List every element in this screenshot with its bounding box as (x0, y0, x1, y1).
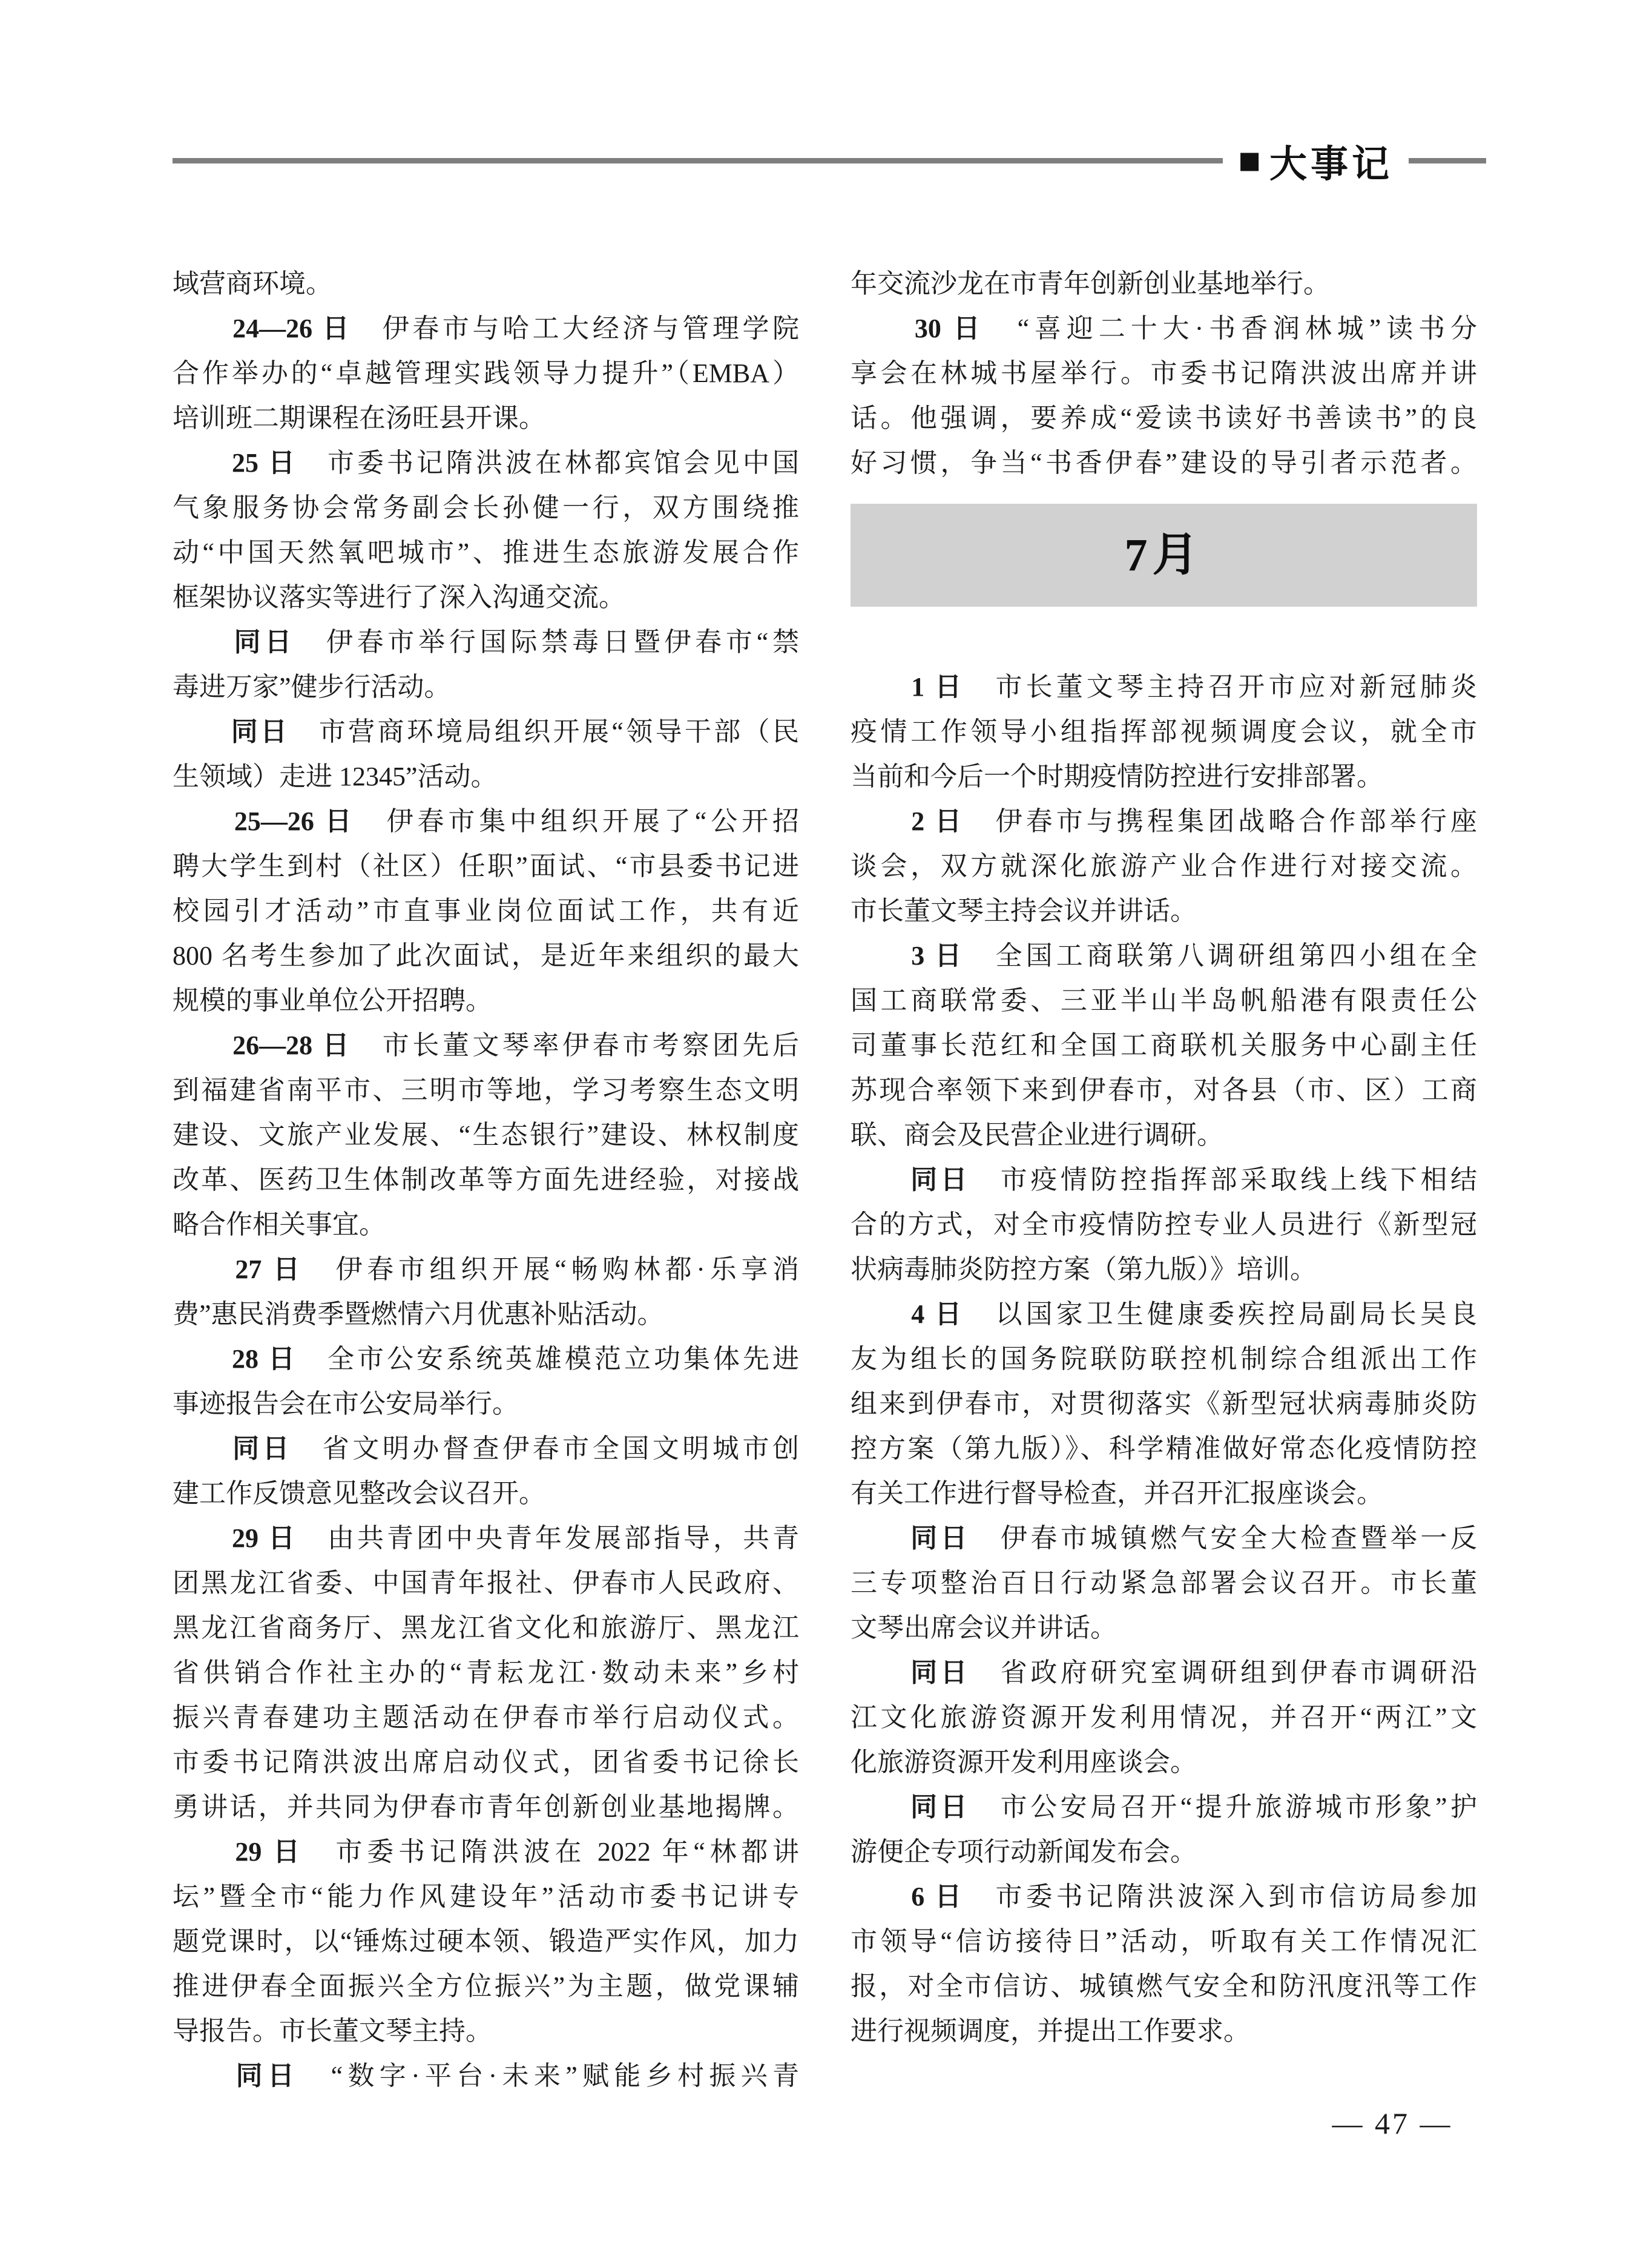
text-line: 事迹报告会在市公安局举行。 (173, 1389, 519, 1419)
text-line: 坛”暨全市“能力作风建设年”活动市委书记讲专 (173, 1882, 799, 1911)
text-line: 同日 省政府研究室调研组到伊春市调研沿 (910, 1658, 1478, 1687)
entry-date: 2 日 (911, 806, 966, 836)
page-header (1239, 134, 1393, 188)
header-rule-right (1409, 158, 1486, 163)
running-head (173, 137, 1486, 184)
text-line: 26—28 日 市长董文琴率伊春市考察团先后 (232, 1030, 800, 1060)
text-line: 苏现合率领下来到伊春市，对各县（市、区）工商 (851, 1075, 1477, 1105)
text-line: 动“中国天然氧吧城市”、推进生态旅游发展合作 (173, 538, 799, 567)
text-line: 改革、医药卫生体制改革等方面先进经验，对接战 (173, 1165, 799, 1195)
july-entries (851, 665, 1477, 2054)
text-line: 振兴青春建功主题活动在伊春市举行启动仪式。 (173, 1703, 799, 1732)
header-title: 大事记 (1269, 143, 1393, 185)
left-column (173, 262, 799, 2099)
text-line: 题党课时，以“锤炼过硬本领、锻造严实作风，加力 (173, 1927, 799, 1956)
text-line: 生领域）走进 12345”活动。 (173, 762, 498, 791)
text-line: 游便企专项行动新闻发布会。 (851, 1837, 1197, 1867)
text-line: 25—26 日 伊春市集中组织开展了“公开招 (234, 806, 800, 836)
entry-date: 同日 (910, 1792, 971, 1822)
entry-date: 25 日 (232, 448, 298, 478)
text-line: 同日 市营商环境局组织开展“领导干部（民 (231, 717, 800, 747)
text-line: 毒进万家”健步行活动。 (173, 672, 451, 702)
text-line: 黑龙江省商务厅、黑龙江省文化和旅游厅、黑龙江 (173, 1613, 799, 1643)
text-line: 有关工作进行督导检查，并召开汇报座谈会。 (851, 1479, 1383, 1508)
entry-date: 同日 (235, 2061, 300, 2091)
text-line: 同日 伊春市城镇燃气安全大检查暨举一反 (910, 1523, 1478, 1553)
text-line: 24—26 日 伊春市与哈工大经济与管理学院 (232, 314, 800, 343)
text-line: 建设、文旅产业发展、“生态银行”建设、林权制度 (173, 1120, 799, 1150)
text-line: 联、商会及民营企业进行调研。 (851, 1120, 1223, 1150)
text-line: 800 名考生参加了此次面试，是近年来组织的最大 (173, 941, 799, 971)
text-line: 合作举办的“卓越管理实践领导力提升”（EMBA） (173, 358, 799, 388)
text-line: 建工作反馈意见整改会议召开。 (173, 1479, 545, 1508)
text-line: 同日 市公安局召开“提升旅游城市形象”护 (910, 1792, 1478, 1822)
text-line: 27 日 伊春市组织开展“畅购林都·乐享消 (235, 1255, 800, 1284)
text-line: 1 日 市长董文琴主持召开市应对新冠肺炎 (911, 672, 1478, 702)
text-line: 框架协议落实等进行了深入沟通交流。 (173, 582, 625, 612)
text-line: 同日 伊春市举行国际禁毒日暨伊春市“禁 (234, 627, 799, 657)
text-line: 省供销合作社主办的“青耘龙江·数动未来”乡村 (173, 1658, 799, 1687)
june-continuation (851, 262, 1477, 486)
entry-date: 27 日 (235, 1255, 304, 1284)
text-line: 气象服务协会常务副会长孙健一行，双方围绕推 (173, 493, 799, 523)
text-line: 当前和今后一个时期疫情防控进行安排部署。 (851, 762, 1383, 791)
month-heading-box (851, 504, 1477, 607)
text-line: 费”惠民消费季暨燃情六月优惠补贴活动。 (173, 1299, 664, 1329)
text-line: 友为组长的国务院联防联控机制综合组派出工作 (851, 1344, 1477, 1374)
entry-date: 同日 (232, 1434, 293, 1463)
month-heading: 7月 (1124, 530, 1203, 581)
entry-date: 同日 (910, 1658, 971, 1687)
text-line: 市长董文琴主持会议并讲话。 (851, 896, 1197, 926)
entry-date: 29 日 (235, 1837, 304, 1867)
entry-date: 1 日 (911, 672, 966, 702)
text-line: 导报告。市长董文琴主持。 (173, 2016, 492, 2046)
text-line: 合的方式，对全市疫情防控专业人员进行《新型冠 (851, 1210, 1477, 1239)
text-line: 化旅游资源开发利用座谈会。 (851, 1747, 1197, 1777)
text-line: 域营商环境。 (173, 269, 332, 298)
text-line: 文琴出席会议并讲话。 (851, 1613, 1117, 1643)
text-line: 29 日 市委书记隋洪波在 2022 年“林都讲 (235, 1837, 800, 1867)
text-line: 三专项整治百日行动紧急部署会议召开。市长董 (851, 1568, 1477, 1598)
text-line: 29 日 由共青团中央青年发展部指导，共青 (232, 1523, 799, 1553)
text-line: 江文化旅游资源开发利用情况，并召开“两江”文 (851, 1703, 1477, 1732)
text-line: 疫情工作领导小组指挥部视频调度会议，就全市 (851, 717, 1477, 747)
entry-date: 4 日 (911, 1299, 966, 1329)
entry-date: 同日 (910, 1523, 971, 1553)
text-line: 状病毒肺炎防控方案（第九版）》培训。 (851, 1255, 1317, 1284)
text-line: 规模的事业单位公开招聘。 (173, 986, 492, 1015)
text-line: 25 日 市委书记隋洪波在林都宾馆会见中国 (232, 448, 799, 478)
entry-date: 同日 (234, 627, 296, 657)
text-line: 培训班二期课程在汤旺县开课。 (173, 403, 545, 433)
text-line: 市委书记隋洪波出席启动仪式，团省委书记徐长 (173, 1747, 799, 1777)
entry-date: 24—26 日 (232, 314, 353, 343)
text-line: 年交流沙龙在市青年创新创业基地举行。 (851, 269, 1330, 298)
entry-date: 25—26 日 (234, 806, 356, 836)
entry-date: 30 日 (914, 314, 986, 343)
entry-date: 28 日 (232, 1344, 298, 1374)
square-marker-icon: ■ (1238, 139, 1261, 182)
entry-date: 同日 (910, 1165, 971, 1195)
entry-date: 3 日 (911, 941, 966, 971)
entry-date: 26—28 日 (232, 1030, 353, 1060)
page-number: — 47 — (1332, 2106, 1453, 2140)
text-line: 享会在林城书屋举行。市委书记隋洪波出席并讲 (851, 358, 1477, 388)
text-line: 聘大学生到村（社区）任职”面试、“市县委书记进 (173, 851, 799, 881)
text-line: 3 日 全国工商联第八调研组第四小组在全 (911, 941, 1478, 971)
text-line: 同日 市疫情防控指挥部采取线上线下相结 (910, 1165, 1478, 1195)
entry-date: 6 日 (911, 1882, 966, 1911)
right-column (851, 262, 1477, 2054)
text-line: 推进伊春全面振兴全方位振兴”为主题，做党课辅 (173, 1971, 799, 2001)
text-line: 市领导“信访接待日”活动，听取有关工作情况汇 (851, 1927, 1477, 1956)
text-line: 控方案（第九版）》、科学精准做好常态化疫情防控 (851, 1434, 1477, 1463)
text-line: 勇讲话，并共同为伊春市青年创新创业基地揭牌。 (173, 1792, 799, 1822)
entry-date: 29 日 (232, 1523, 298, 1553)
header-rule-left (173, 158, 1223, 163)
text-line: 2 日 伊春市与携程集团战略合作部举行座 (911, 806, 1478, 836)
text-line: 司董事长范红和全国工商联机关服务中心副主任 (851, 1030, 1477, 1060)
text-line: 校园引才活动”市直事业岗位面试工作，共有近 (173, 896, 799, 926)
text-line: 组来到伊春市，对贯彻落实《新型冠状病毒肺炎防 (851, 1389, 1477, 1419)
text-line: 谈会，双方就深化旅游产业合作进行对接交流。 (851, 851, 1477, 881)
text-line: 国工商联常委、三亚半山半岛帆船港有限责任公 (851, 986, 1477, 1015)
text-line: 报，对全市信访、城镇燃气安全和防汛度汛等工作 (851, 1971, 1477, 2001)
text-line: 同日 “数字·平台·未来”赋能乡村振兴青 (235, 2061, 800, 2091)
text-line: 好习惯，争当“书香伊春”建设的导引者示范者。 (851, 448, 1477, 478)
text-line: 进行视频调度，并提出工作要求。 (851, 2016, 1250, 2046)
text-line: 略合作相关事宜。 (173, 1210, 386, 1239)
text-line: 话。他强调，要养成“爱读书读好书善读书”的良 (851, 403, 1477, 433)
text-line: 到福建省南平市、三明市等地，学习考察生态文明 (173, 1075, 799, 1105)
text-line: 团黑龙江省委、中国青年报社、伊春市人民政府、 (173, 1568, 799, 1598)
entry-date: 同日 (231, 717, 290, 747)
text-line: 4 日 以国家卫生健康委疾控局副局长吴良 (911, 1299, 1478, 1329)
text-line: 6 日 市委书记隋洪波深入到市信访局参加 (911, 1882, 1478, 1911)
text-line: 28 日 全市公安系统英雄模范立功集体先进 (232, 1344, 799, 1374)
text-line: 30 日 “喜迎二十大·书香润林城”读书分 (914, 314, 1477, 343)
text-line: 同日 省文明办督查伊春市全国文明城市创 (232, 1434, 800, 1463)
